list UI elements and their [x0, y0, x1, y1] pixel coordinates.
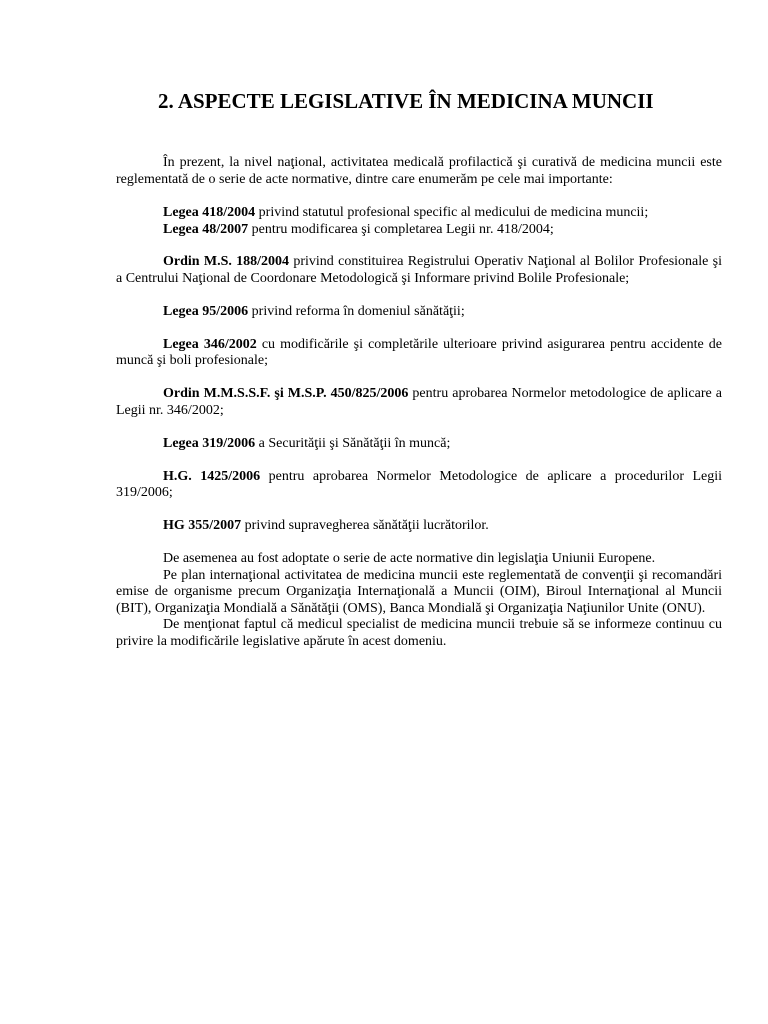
law-code: Ordin M.S. 188/2004 [163, 254, 290, 269]
closing-paragraph: De asemenea au fost adoptate o serie de acte normative din legislaţia Uniunii Europene. [163, 551, 656, 566]
law-code: Legea 48/2007 [163, 221, 249, 237]
law-text: privind statutul profesional specific al medicului de medicina muncii; [255, 205, 649, 220]
law-text: cu modificările şi completările ulterioare privind asigurarea pentru accidente de muncă şi boli profesionale; [116, 336, 722, 368]
law-item [116, 386, 722, 419]
law-code: Legea 95/2006 [163, 303, 249, 319]
law-text: privind reforma în domeniul sănătăţii; [248, 303, 465, 319]
law-item [116, 205, 722, 222]
closing-paragraph: De menţionat faptul că medicul specialist de medicina muncii trebuie să se informeze continuu cu privire la modificările legislative apărute în acest domeniu. [116, 617, 722, 649]
law-code: Legea 319/2006 [163, 435, 256, 451]
law-text: privind supravegherea sănătăţii lucrătorilor. [241, 518, 489, 533]
law-text: a Securităţii şi Sănătăţii în muncă; [255, 435, 451, 451]
law-code: Legea 418/2004 [163, 205, 256, 220]
law-item [116, 304, 722, 321]
intro-paragraph: În prezent, la nivel naţional, activitatea medicală profilactică şi curativă de medicina muncii este reglementată de o serie de acte normative, dintre care enumerăm pe cele mai importante: [116, 155, 722, 187]
law-item [116, 436, 722, 453]
law-code: HG 355/2007 [163, 518, 242, 533]
law-item [116, 469, 722, 502]
law-item [116, 518, 722, 535]
law-item [116, 222, 722, 239]
law-text: privind constituirea Registrului Operativ Naţional al Bolilor Profesionale şi a Centrului Naţional de Coordonare Metodologică şi Informare privind Bolile Profesionale; [116, 254, 722, 286]
law-item [116, 254, 722, 287]
closing-paragraph: Pe plan internaţional activitatea de medicina muncii este reglementată de convenţii şi recomandări emise de organisme precum Organizaţia Internaţională a Muncii (OIM), Biroul Internaţional al Muncii (BIT), Organizaţia Mondială a Sănătăţii (OMS), Banca Mondială şi Organizaţia Naţiunilor Unite (ONU). [116, 567, 722, 616]
law-code: Legea 346/2002 [163, 336, 257, 352]
law-item [116, 337, 722, 370]
page-title: 2. ASPECTE LEGISLATIVE ÎN MEDICINA MUNCII [158, 89, 654, 113]
law-text: pentru modificarea şi completarea Legii nr. 418/2004; [248, 221, 554, 237]
law-text: pentru aprobarea Normelor metodologice de aplicare a Legii nr. 346/2002; [116, 386, 722, 418]
law-text: pentru aprobarea Normelor Metodologice de aplicare a procedurilor Legii 319/2006; [116, 468, 722, 500]
law-code: Ordin M.M.S.S.F. şi M.S.P. 450/825/2006 [163, 386, 409, 401]
law-code: H.G. 1425/2006 [163, 468, 261, 484]
